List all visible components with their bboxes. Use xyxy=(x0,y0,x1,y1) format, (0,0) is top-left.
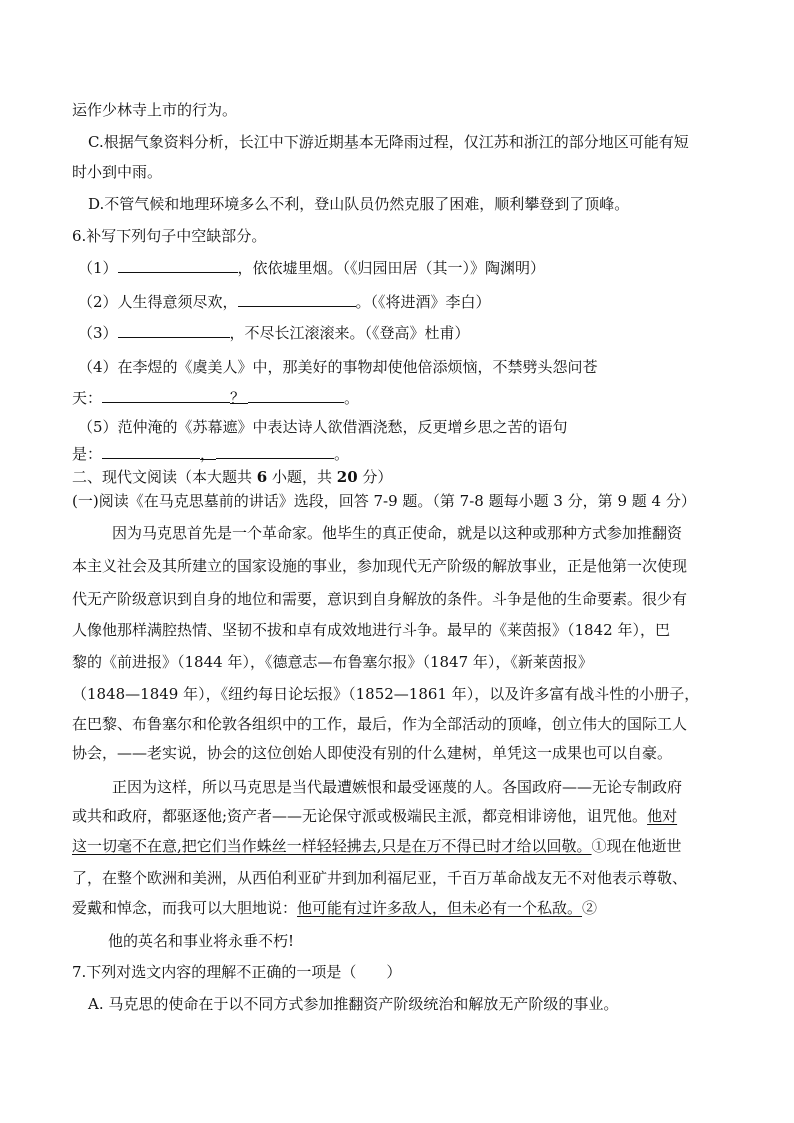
q5-continuation: 运作少林寺上市的行为。 xyxy=(72,101,238,119)
q6-item-4-line2 xyxy=(72,387,359,408)
passage-p1-line: 代无产阶级意识到自身的地位和需要，意识到自身解放的条件。斗争是他的生命要素。很少有 xyxy=(72,590,688,608)
q5-option-c-line1: C.根据气象资料分析，长江中下游近期基本无降雨过程，仅江苏和浙江的部分地区可能有短 xyxy=(88,133,689,151)
underlined-sentence-1-start: 他对 xyxy=(647,807,678,825)
q6-item-2-text-pre: （2）人生得意须尽欢， xyxy=(78,293,238,311)
q6-item-4-qmark: ？ xyxy=(230,388,248,404)
q5-option-c-line2: 时小到中雨。 xyxy=(72,163,163,181)
q6-item-5-line2 xyxy=(72,443,349,464)
passage-p1-line: （1848—1849 年），《纽约每日论坛报》（1852—1861 年），以及许多富有战斗性的小册子， xyxy=(72,685,700,703)
passage-p2-line4: 了，在整个欧洲和美洲，从西伯利亚矿井到加利福尼亚，千百万革命战友无不对他表示尊敬、 xyxy=(72,869,688,887)
q6-item-3 xyxy=(78,322,470,343)
q6-item-5-blank-2[interactable] xyxy=(216,443,334,459)
passage-p2-line2 xyxy=(72,806,677,826)
q6-item-2-text-post: 。（《将进酒》李白） xyxy=(355,293,491,311)
q6-item-5-comma: ， xyxy=(200,445,216,463)
section-2-heading-text-b: 小题，共 xyxy=(267,468,337,486)
section-2-score-total: 20 xyxy=(336,468,358,486)
passage-p2-line5-text: 爱戴和悼念，而我可以大胆地说： xyxy=(72,899,298,917)
passage-p1-line: 在巴黎、布鲁塞尔和伦敦各组织中的工作，最后，作为全部活动的顶峰，创立伟大的国际工人 xyxy=(72,715,688,733)
underlined-sentence-1: 这一切毫不在意,把它们当作蛛丝一样轻轻拂去,只是在万不得已时才给以回敬。 xyxy=(72,837,592,855)
section-2-question-count: 6 xyxy=(256,468,268,486)
q6-item-5-blank-1[interactable] xyxy=(102,443,200,459)
q6-item-1-blank[interactable] xyxy=(118,257,238,273)
q7-option-a[interactable]: A. 马克思的使命在于以不同方式参加推翻资产阶级统治和解放无产阶级的事业。 xyxy=(88,995,619,1013)
passage-p2-line5 xyxy=(72,898,597,918)
q6-item-1-text: ，依依墟里烟。（《归园田居（其一）》陶渊明） xyxy=(237,259,546,277)
q6-item-3-text: ，不尽长江滚滚来。（《登高》杜甫） xyxy=(229,324,470,342)
q6-item-4-line1: （4）在李煜的《虞美人》中，那美好的事物却使他倍添烦恼，不禁劈头怨问苍 xyxy=(78,358,598,376)
passage-p2-line3-text: ①现在他逝世 xyxy=(591,837,682,855)
q6-item-4-blank-2[interactable] xyxy=(248,387,344,403)
q6-item-5-line1: （5）范仲淹的《苏幕遮》中表达诗人欲借酒浇愁，反更增乡思之苦的语句 xyxy=(78,418,568,436)
passage-p1-line: 人像他那样满腔热情、坚韧不拔和卓有成效地进行斗争。最早的《莱茵报》（1842 年），巴 xyxy=(72,621,670,639)
q6-item-5-end: 。 xyxy=(334,445,350,463)
passage-intro: (一)阅读《在马克思墓前的讲话》选段，回答 7-9 题。（第 7-8 题每小题 3 分，第 9 题 4 分） xyxy=(72,492,696,510)
q6-item-5-label: 是： xyxy=(72,445,103,463)
passage-p2-line3 xyxy=(72,836,682,856)
q6-item-4-label: 天： xyxy=(72,389,103,407)
section-2-heading-text-c: 分） xyxy=(357,468,393,486)
marker-2: ② xyxy=(582,899,598,917)
q6-item-1 xyxy=(78,257,545,278)
q6-item-3-blank[interactable] xyxy=(118,322,230,338)
underlined-sentence-2: 他可能有过许多敌人，但未必有一个私敌。 xyxy=(297,899,583,917)
q6-item-4-end: 。 xyxy=(344,389,360,407)
passage-p1-line: 协会，——老实说，协会的这位创始人即使没有别的什么建树，单凭这一成果也可以自豪。 xyxy=(72,744,673,762)
q7-stem: 7.下列对选文内容的理解不正确的一项是（ ） xyxy=(72,963,402,981)
q6-stem: 6.补写下列句子中空缺部分。 xyxy=(72,227,267,245)
section-2-heading xyxy=(72,467,392,487)
passage-p3: 他的英名和事业将永垂不朽! xyxy=(108,932,295,950)
q6-item-2 xyxy=(78,291,491,312)
q6-item-4-blank-1[interactable] xyxy=(102,387,230,403)
q6-item-3-number: （3） xyxy=(78,324,118,342)
passage-p1-line: 因为马克思首先是一个革命家。他毕生的真正使命，就是以这种或那种方式参加推翻资 xyxy=(112,524,683,542)
q6-item-2-blank[interactable] xyxy=(238,291,356,307)
passage-p1-line: 黎的《前进报》（1844 年），《德意志—布鲁塞尔报》（1847 年），《新莱茵报》 xyxy=(72,653,593,671)
passage-p2-line2-text: 或共和政府，都驱逐他;资产者——无论保守派或极端民主派，都竞相诽谤他，诅咒他。 xyxy=(72,807,648,825)
q6-item-1-number: （1） xyxy=(78,259,118,277)
passage-p1-line: 本主义社会及其所建立的国家设施的事业，参加现代无产阶级的解放事业，正是他第一次使现 xyxy=(72,557,688,575)
q5-option-d: D.不管气候和地理环境多么不利，登山队员仍然克服了困难，顺利攀登到了顶峰。 xyxy=(88,195,630,213)
section-2-heading-text-a: 二、现代文阅读（本大题共 xyxy=(72,468,257,486)
passage-p2-line1: 正因为这样，所以马克思是当代最遭嫉恨和最受诬蔑的人。各国政府——无论专制政府 xyxy=(112,778,683,796)
